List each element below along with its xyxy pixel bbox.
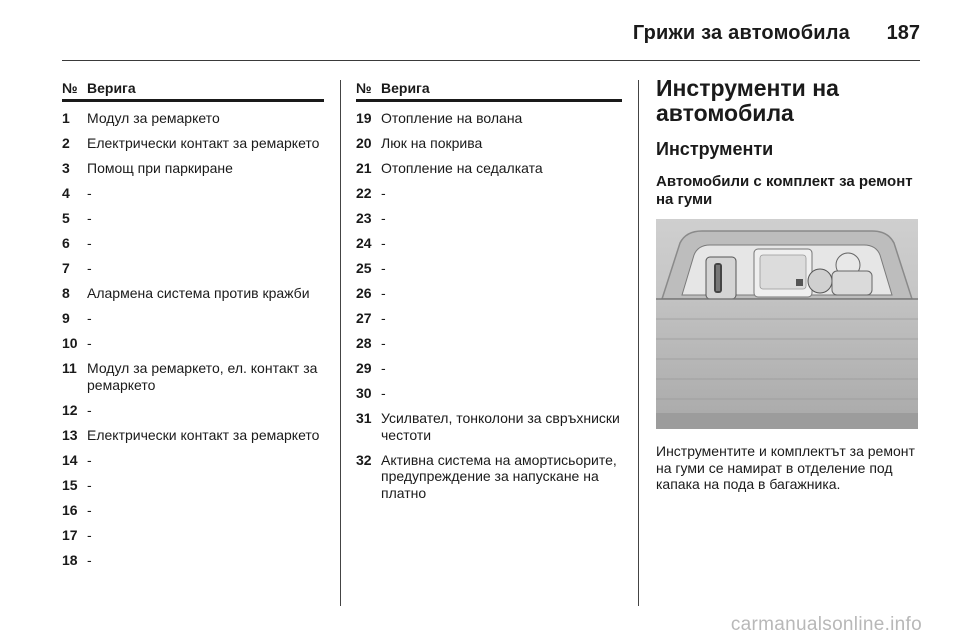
fuse-number: 23	[356, 210, 372, 226]
fuse-number: 9	[62, 310, 70, 326]
fuse-number: 6	[62, 235, 70, 251]
table-row	[62, 335, 324, 352]
circuit-name: -	[381, 185, 386, 201]
fuse-number: 29	[356, 360, 372, 376]
watermark: carmanualsonline.info	[730, 614, 922, 635]
column-divider	[638, 80, 639, 606]
table-row	[356, 410, 622, 443]
fuse-number: 5	[62, 210, 70, 226]
section-subsubheading: Автомобили с комплект за ремонт на гуми	[656, 173, 913, 208]
fuse-table-right	[356, 80, 622, 510]
table-row	[356, 385, 622, 402]
fuse-number: 19	[356, 110, 372, 126]
fuse-number: 30	[356, 385, 372, 401]
fuse-number: 24	[356, 235, 372, 251]
circuit-name: -	[381, 260, 386, 276]
fuse-number: 17	[62, 526, 78, 543]
fuse-number: 20	[356, 135, 372, 151]
table-row	[356, 210, 622, 227]
table-row	[62, 402, 324, 419]
table-header	[62, 80, 324, 102]
tools-section	[656, 75, 920, 493]
fuse-number: 12	[62, 401, 78, 418]
table-row	[62, 210, 324, 227]
circuit-name: Електрически контакт за ремаркето	[87, 426, 320, 443]
column-header-number: №	[62, 80, 78, 96]
circuit-name: Усилвател, тонколони за свръхниски честоти	[381, 410, 620, 443]
table-row	[356, 360, 622, 377]
table-row	[62, 427, 324, 444]
circuit-name: -	[87, 260, 92, 276]
table-row	[62, 502, 324, 519]
circuit-name: Отопление на седалката	[381, 160, 543, 176]
fuse-number: 2	[62, 135, 70, 151]
fuse-number: 1	[62, 110, 70, 126]
table-row	[62, 527, 324, 544]
circuit-name: -	[87, 335, 92, 351]
circuit-name: -	[381, 210, 386, 226]
fuse-number: 4	[62, 185, 70, 201]
table-row	[62, 310, 324, 327]
column-divider	[340, 80, 341, 606]
page-header	[62, 0, 920, 61]
circuit-name: -	[87, 501, 92, 518]
circuit-name: -	[381, 235, 386, 251]
table-row	[356, 335, 622, 352]
table-row	[62, 110, 324, 127]
circuit-name: -	[87, 526, 92, 543]
column-header-circuit: Верига	[381, 80, 430, 96]
circuit-name: -	[87, 235, 92, 251]
circuit-name: -	[87, 210, 92, 226]
fuse-number: 7	[62, 260, 70, 276]
circuit-name: -	[381, 285, 386, 301]
fuse-number: 22	[356, 185, 372, 201]
circuit-name: Модул за ремаркето, ел. контакт за ремаркето	[87, 360, 318, 393]
fuse-number: 32	[356, 451, 372, 468]
circuit-name: -	[87, 401, 92, 418]
fuse-number: 14	[62, 451, 78, 468]
fuse-number: 15	[62, 476, 78, 493]
fuse-number: 21	[356, 160, 372, 176]
fuse-number: 13	[62, 426, 78, 443]
fuse-number: 31	[356, 410, 372, 426]
fuse-number: 28	[356, 335, 372, 351]
circuit-name: Електрически контакт за ремаркето	[87, 135, 320, 151]
circuit-name: -	[87, 551, 92, 568]
table-row	[356, 310, 622, 327]
circuit-name: Отопление на волана	[381, 110, 523, 126]
circuit-name: Активна система на амортисьорите, предупреждение за напускане на платно	[381, 451, 617, 501]
table-row	[62, 135, 324, 152]
fuse-number: 16	[62, 501, 78, 518]
table-row	[62, 285, 324, 302]
circuit-name: -	[87, 185, 92, 201]
column-header-number: №	[356, 80, 372, 96]
fuse-number: 8	[62, 285, 70, 301]
circuit-name: -	[87, 310, 92, 326]
circuit-name: -	[381, 385, 386, 401]
fuse-number: 27	[356, 310, 372, 326]
table-row	[356, 135, 622, 152]
table-row	[62, 260, 324, 277]
table-row	[356, 235, 622, 252]
table-row	[356, 260, 622, 277]
circuit-name: Люк на покрива	[381, 135, 483, 151]
circuit-name: Модул за ремаркето	[87, 110, 220, 126]
section-subheading: Инструменти	[656, 139, 774, 159]
table-row	[62, 235, 324, 252]
table-row	[62, 552, 324, 569]
fuse-number: 3	[62, 160, 70, 176]
table-row	[356, 185, 622, 202]
circuit-name: -	[381, 335, 386, 351]
table-row	[356, 160, 622, 177]
table-row	[62, 185, 324, 202]
fuse-number: 10	[62, 335, 78, 351]
fuse-table-left	[62, 80, 324, 577]
table-row	[356, 110, 622, 127]
circuit-name: -	[381, 310, 386, 326]
table-row	[62, 477, 324, 494]
circuit-name: Алармена система против кражби	[87, 285, 310, 301]
table-row	[62, 160, 324, 177]
fuse-number: 11	[62, 360, 77, 376]
page-number: 187	[886, 22, 920, 44]
circuit-name: Помощ при паркиране	[87, 160, 233, 176]
fuse-number: 18	[62, 551, 78, 568]
table-row	[62, 452, 324, 469]
table-row	[356, 452, 622, 502]
table-row	[356, 285, 622, 302]
page-title: Грижи за автомобила	[632, 22, 850, 44]
circuit-name: -	[87, 476, 92, 493]
trunk-tool-compartment-photo	[656, 219, 918, 429]
fuse-number: 26	[356, 285, 372, 301]
column-header-circuit: Верига	[87, 80, 136, 96]
section-heading: Инструменти на автомобила	[656, 75, 839, 126]
circuit-name: -	[381, 360, 386, 376]
table-row	[62, 360, 324, 393]
fuse-number: 25	[356, 260, 372, 276]
table-header	[356, 80, 622, 102]
circuit-name: -	[87, 451, 92, 468]
section-paragraph: Инструментите и комплектът за ремонт на гуми се намират в отделение под капака на пода в багажника.	[656, 443, 915, 492]
